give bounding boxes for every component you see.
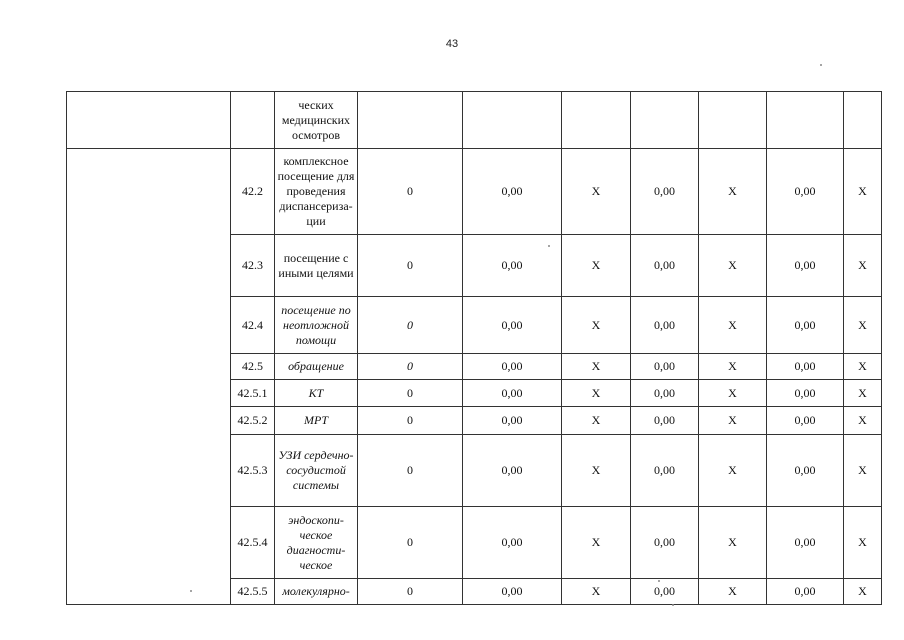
value-cell: X xyxy=(844,435,882,507)
value-cell: 0,00 xyxy=(463,435,562,507)
page-number: 43 xyxy=(445,38,459,50)
value-cell: 0,00 xyxy=(631,579,699,605)
scan-speck xyxy=(672,604,674,606)
name-cell: КТ xyxy=(275,380,358,407)
value-cell: 0,00 xyxy=(631,435,699,507)
value-cell: 0,00 xyxy=(767,435,844,507)
value-cell: X xyxy=(562,407,631,435)
value-cell: 0,00 xyxy=(631,507,699,579)
value-cell: X xyxy=(562,507,631,579)
name-cell: ческих медицинских осмотров xyxy=(275,92,358,149)
value-cell: X xyxy=(562,380,631,407)
value-cell: 0 xyxy=(358,297,463,354)
code-cell xyxy=(231,92,275,149)
scan-speck xyxy=(190,590,192,592)
value-cell: X xyxy=(844,380,882,407)
value-cell: 0,00 xyxy=(631,354,699,380)
value-cell: 0,00 xyxy=(767,407,844,435)
value-cell: X xyxy=(844,354,882,380)
section-cell-top xyxy=(67,92,231,149)
value-cell: 0 xyxy=(358,407,463,435)
code-cell: 42.5.2 xyxy=(231,407,275,435)
value-cell: X xyxy=(844,407,882,435)
name-cell: комплексное посещение для проведения диспансериза-ции xyxy=(275,149,358,235)
value-cell: 0,00 xyxy=(631,149,699,235)
value-cell: 0,00 xyxy=(463,579,562,605)
continuation-row xyxy=(67,92,882,149)
value-cell xyxy=(699,92,767,149)
value-cell: 0,00 xyxy=(767,380,844,407)
value-cell xyxy=(767,92,844,149)
code-cell: 42.5.3 xyxy=(231,435,275,507)
name-cell: УЗИ сердечно-сосудистой системы xyxy=(275,435,358,507)
table-row xyxy=(67,149,882,235)
value-cell: 0,00 xyxy=(631,407,699,435)
value-cell xyxy=(358,92,463,149)
value-cell: X xyxy=(699,579,767,605)
value-cell: X xyxy=(699,354,767,380)
value-cell: X xyxy=(844,579,882,605)
value-cell: X xyxy=(699,407,767,435)
value-cell xyxy=(562,92,631,149)
name-cell: обращение xyxy=(275,354,358,380)
scan-speck xyxy=(820,64,822,66)
value-cell: X xyxy=(562,149,631,235)
value-cell: 0,00 xyxy=(463,354,562,380)
scan-speck xyxy=(658,580,660,582)
code-cell: 42.5.1 xyxy=(231,380,275,407)
value-cell: 0,00 xyxy=(767,507,844,579)
code-cell: 42.5.4 xyxy=(231,507,275,579)
value-cell: X xyxy=(844,149,882,235)
value-cell: 0,00 xyxy=(631,297,699,354)
value-cell: X xyxy=(699,507,767,579)
value-cell: X xyxy=(699,235,767,297)
value-cell: 0,00 xyxy=(631,235,699,297)
value-cell xyxy=(844,92,882,149)
value-cell: 0,00 xyxy=(767,354,844,380)
value-cell: X xyxy=(699,380,767,407)
value-cell: 0,00 xyxy=(767,297,844,354)
value-cell: 0,00 xyxy=(463,507,562,579)
code-cell: 42.2 xyxy=(231,149,275,235)
value-cell: X xyxy=(562,297,631,354)
value-cell: 0 xyxy=(358,354,463,380)
value-cell: 0,00 xyxy=(463,149,562,235)
data-table xyxy=(66,91,882,605)
name-cell: посещение по неотложной помощи xyxy=(275,297,358,354)
value-cell: 0 xyxy=(358,235,463,297)
code-cell: 42.5 xyxy=(231,354,275,380)
value-cell xyxy=(631,92,699,149)
name-cell: МРТ xyxy=(275,407,358,435)
value-cell: X xyxy=(562,435,631,507)
value-cell: X xyxy=(844,507,882,579)
value-cell: 0 xyxy=(358,380,463,407)
value-cell: 0,00 xyxy=(767,579,844,605)
value-cell: X xyxy=(844,297,882,354)
scan-speck xyxy=(548,245,550,247)
name-cell: эндоскопи-ческое диагности-ческое xyxy=(275,507,358,579)
value-cell: 0,00 xyxy=(631,380,699,407)
code-cell: 42.4 xyxy=(231,297,275,354)
name-cell: посещение с иными целями xyxy=(275,235,358,297)
value-cell: X xyxy=(562,354,631,380)
value-cell: 0 xyxy=(358,149,463,235)
code-cell: 42.3 xyxy=(231,235,275,297)
value-cell: 0,00 xyxy=(767,149,844,235)
code-cell: 42.5.5 xyxy=(231,579,275,605)
value-cell: 0 xyxy=(358,507,463,579)
value-cell: 0,00 xyxy=(463,380,562,407)
value-cell: X xyxy=(844,235,882,297)
section-cell xyxy=(67,149,231,605)
value-cell xyxy=(463,92,562,149)
value-cell: 0 xyxy=(358,435,463,507)
value-cell: 0,00 xyxy=(767,235,844,297)
value-cell: X xyxy=(699,435,767,507)
value-cell: X xyxy=(699,149,767,235)
name-cell: молекулярно- xyxy=(275,579,358,605)
value-cell: X xyxy=(699,297,767,354)
value-cell: 0,00 xyxy=(463,297,562,354)
value-cell: 0,00 xyxy=(463,235,562,297)
value-cell: 0 xyxy=(358,579,463,605)
value-cell: 0,00 xyxy=(463,407,562,435)
value-cell: X xyxy=(562,235,631,297)
value-cell: X xyxy=(562,579,631,605)
table-body xyxy=(67,92,882,605)
